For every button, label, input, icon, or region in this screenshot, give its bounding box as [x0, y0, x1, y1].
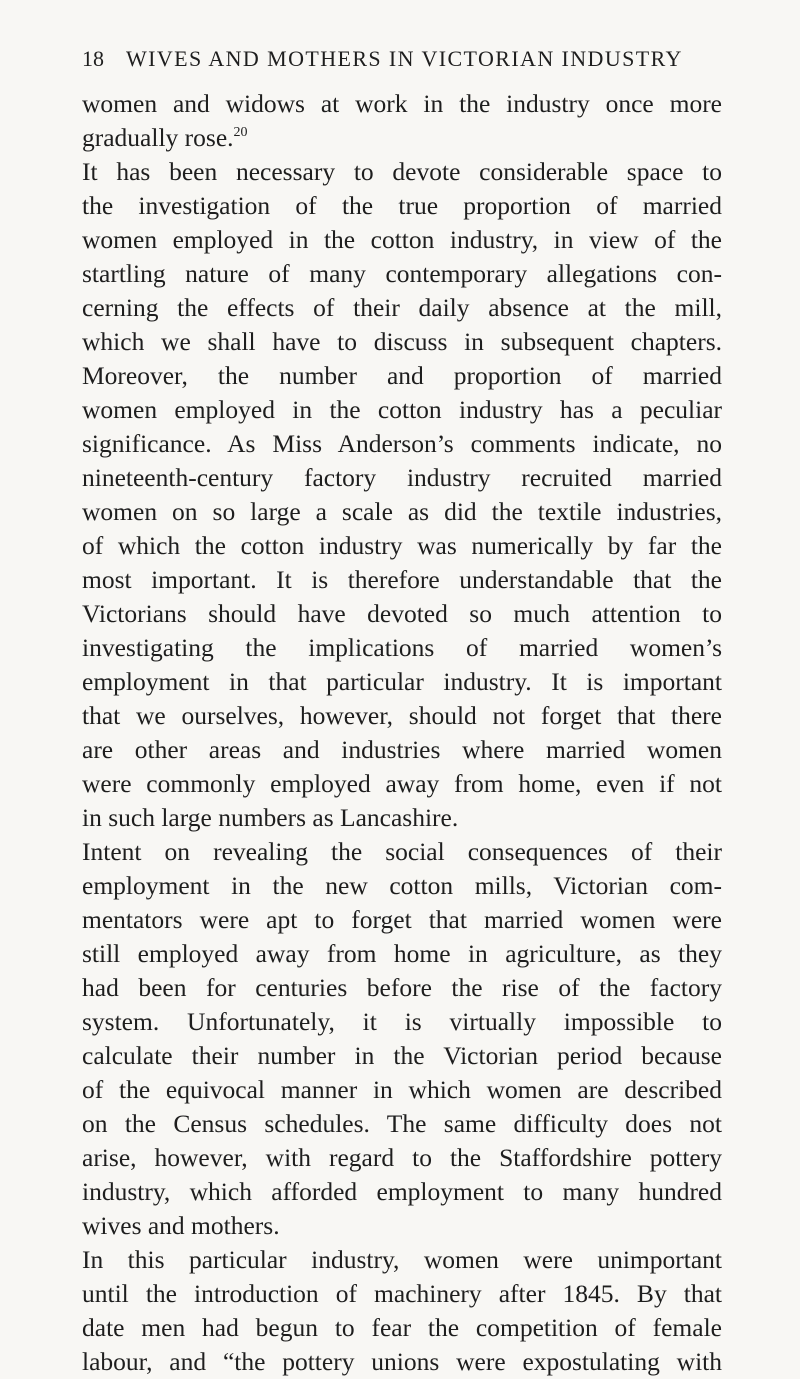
body-text: [82, 87, 722, 1379]
text-line-content: nineteenth-century factory industry recruited married: [82, 463, 722, 492]
text-line-content: employment in that particular industry. It is important: [82, 667, 722, 696]
text-line: [82, 529, 722, 563]
text-line-content: employment in the new cotton mills, Victorian com-: [82, 871, 722, 900]
text-line: [82, 87, 722, 121]
text-line: [82, 1243, 722, 1277]
text-line: [82, 1345, 722, 1379]
text-line: [82, 393, 722, 427]
text-line: [82, 665, 722, 699]
text-line-content: that we ourselves, however, should not forget that there: [82, 701, 722, 730]
text-line-content: industry, which afforded employment to many hundred: [82, 1177, 722, 1206]
text-line: [82, 835, 722, 869]
text-line-content: were commonly employed away from home, even if not: [82, 769, 722, 798]
text-line: [82, 189, 722, 223]
text-line: [82, 155, 722, 189]
text-line-content: women and widows at work in the industry once more: [82, 89, 722, 118]
text-line: [82, 359, 722, 393]
text-line: [82, 563, 722, 597]
text-line-content: still employed away from home in agriculture, as they: [82, 939, 722, 968]
text-line: [82, 767, 722, 801]
text-line: [82, 869, 722, 903]
text-line-content: arise, however, with regard to the Staffordshire pottery: [82, 1143, 722, 1172]
text-line: [82, 1073, 722, 1107]
text-line-content: Intent on revealing the social consequences of their: [82, 837, 722, 866]
text-line: [82, 733, 722, 767]
text-line: [82, 121, 722, 155]
text-line-content: in such large numbers as Lancashire.: [82, 803, 459, 832]
text-line-content: most important. It is therefore understandable that the: [82, 565, 722, 594]
text-line-content: In this particular industry, women were unimportant: [82, 1245, 722, 1274]
text-line: [82, 903, 722, 937]
text-line-content: significance. As Miss Anderson’s comments indicate, no: [82, 429, 722, 458]
text-line-content: of which the cotton industry was numerically by far the: [82, 531, 722, 560]
text-line: [82, 1277, 722, 1311]
text-line-content: startling nature of many contemporary allegations con-: [82, 259, 722, 288]
text-line: [82, 325, 722, 359]
text-line-content: cerning the effects of their daily absence at the mill,: [82, 293, 722, 322]
text-line: [82, 291, 722, 325]
text-line-content: Victorians should have devoted so much attention to: [82, 599, 722, 628]
text-line: [82, 461, 722, 495]
text-line-content: gradually rose.: [82, 123, 234, 152]
text-line-content: system. Unfortunately, it is virtually impossible to: [82, 1007, 722, 1036]
text-line: [82, 699, 722, 733]
text-line-content: investigating the implications of married women’s: [82, 633, 722, 662]
text-line-content: are other areas and industries where married women: [82, 735, 722, 764]
footnote-ref: 20: [233, 125, 248, 140]
text-line: [82, 1005, 722, 1039]
page-number: 18: [82, 46, 104, 71]
text-line-content: date men had begun to fear the competition of female: [82, 1313, 722, 1342]
text-line-content: which we shall have to discuss in subsequent chapters.: [82, 327, 722, 356]
text-line-content: women employed in the cotton industry has a peculiar: [82, 395, 722, 424]
text-line: [82, 631, 722, 665]
text-line-content: women on so large a scale as did the textile industries,: [82, 497, 722, 526]
text-line: [82, 1311, 722, 1345]
text-line: [82, 223, 722, 257]
text-line-content: had been for centuries before the rise of the factory: [82, 973, 722, 1002]
text-line: [82, 971, 722, 1005]
text-line-content: It has been necessary to devote considerable space to: [82, 157, 722, 186]
text-line-content: on the Census schedules. The same difficulty does not: [82, 1109, 722, 1138]
text-line: [82, 597, 722, 631]
running-title: WIVES AND MOTHERS IN VICTORIAN INDUSTRY: [126, 46, 683, 71]
text-line: [82, 1141, 722, 1175]
text-line: [82, 801, 722, 835]
text-line-content: the investigation of the true proportion of married: [82, 191, 722, 220]
text-line-content: calculate their number in the Victorian period because: [82, 1041, 722, 1070]
text-line-content: until the introduction of machinery after 1845. By that: [82, 1279, 722, 1308]
text-line-content: of the equivocal manner in which women are described: [82, 1075, 722, 1104]
text-line-content: wives and mothers.: [82, 1211, 280, 1240]
text-line: [82, 1039, 722, 1073]
text-line: [82, 495, 722, 529]
text-line-content: women employed in the cotton industry, in view of the: [82, 225, 722, 254]
text-line: [82, 427, 722, 461]
text-line: [82, 1107, 722, 1141]
text-line: [82, 1175, 722, 1209]
text-line-content: mentators were apt to forget that married women were: [82, 905, 722, 934]
text-line: [82, 1209, 722, 1243]
text-line-content: labour, and “the pottery unions were expostulating with: [82, 1347, 722, 1376]
text-line: [82, 937, 722, 971]
running-head: [82, 46, 722, 72]
text-line-content: Moreover, the number and proportion of married: [82, 361, 722, 390]
text-line: [82, 257, 722, 291]
